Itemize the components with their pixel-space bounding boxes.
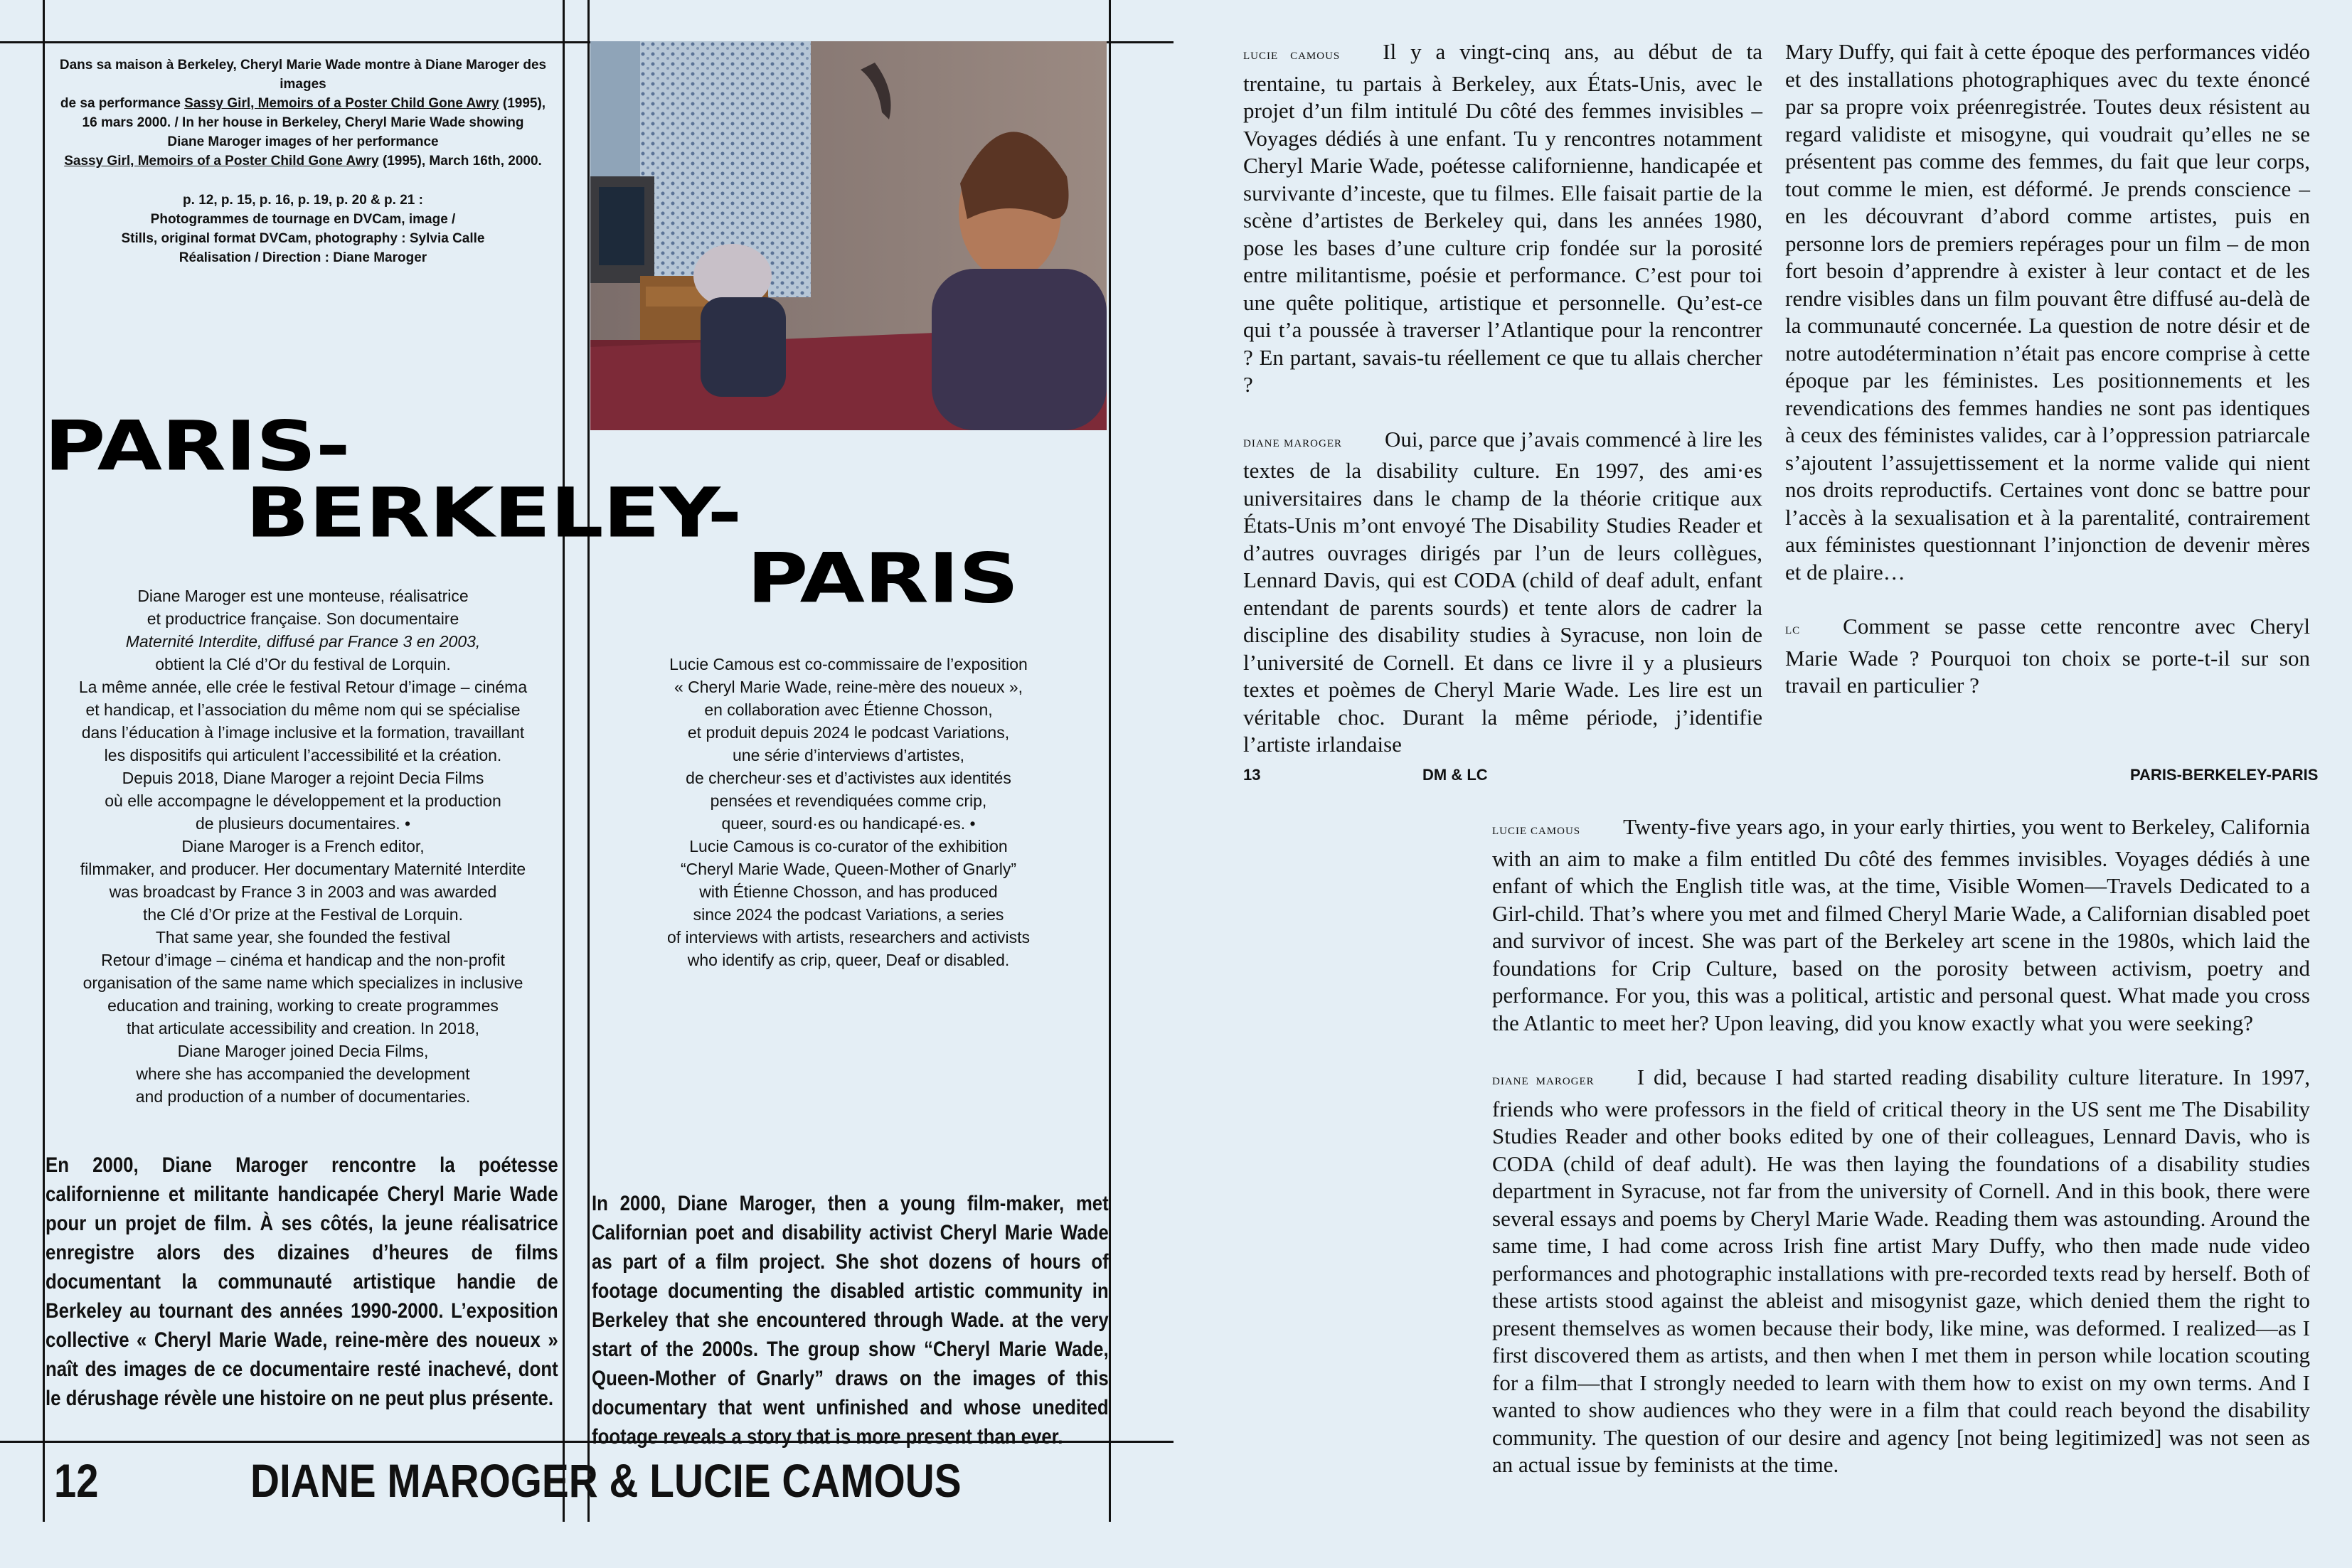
answer: DIANE MAROGER Oui, parce que j’avais commencé à lire les textes de la disability culture. En 1997, des ami·es universitaires dans le champ de la théorie critique aux États-Unis m’ont envoyé The Disability Studies Reader et d’autres ouvrages dirigés par l’un de leurs collègues, Lennard Davis, qui est CODA (child of deaf adult, enfant entendant de parents sourds) et tente alors de cadrer la discipline des disability studies à Syracuse, non loin de l’université de Cornell. Et dans ce livre il y a plusieurs textes et poèmes de Cheryl Marie Wade. Les lire est un véritable choc. Durant la même période, j’identifie l’artiste irlandaise xyxy=(1243,426,1762,757)
interview-fr-column-2 xyxy=(1785,38,2310,727)
page-number: 12 xyxy=(54,1454,99,1507)
running-head-title: PARIS-BERKELEY-PARIS xyxy=(2130,766,2319,784)
speaker-label: DIANE MAROGER xyxy=(1243,437,1343,449)
speaker-label: DIANE MAROGER xyxy=(1492,1076,1595,1087)
speaker-label: LUCIE CAMOUS xyxy=(1243,50,1341,62)
question: LUCIE CAMOUS Twenty-five years ago, in your early thirties, you went to Berkeley, California with an aim to make a film entitled Du côté des femmes invisibles. Voyages dédiés à une enfant of which the English title was, at the time, Visible Women—Travels Dedicated to a Girl-child. That’s where you met and filmed Cheryl Marie Wade, a Californian disabled poet and survivor of incest. She was part of the Berkeley art scene in the 1980s, which laid the foundations for Crip Culture, based on the porosity between activism, poetry and performance. For you, this was a political, artistic and personal quest. What made you cross the Atlantic to meet her? Upon leaving, did you know exactly what you were seeking? xyxy=(1492,814,2310,1035)
question: LUCIE CAMOUS Il y a vingt-cinq ans, au début de ta trentaine, tu partais à Berkeley, aux États-Unis, avec le projet d’un film intitulé Du côté des femmes invisibles – Voyages dédiés à une enfant. Tu y rencontres notamment Cheryl Marie Wade, poétesse californienne, handicapée et survivante d’inceste, que tu filmes. Elle faisait partie de la scène d’artistes de Berkeley qui, dans les années 1980, pose les bases d’une culture crip fondée sur la porosité entre militantisme, poésie et performance. C’est pour toi une quête politique, artistique et personnelle. Qu’est-ce qui t’a poussée à traverser l’Atlantique pour la rencontrer ? En partant, savais-tu réellement ce que tu allais chercher ? xyxy=(1243,39,1763,397)
question: LC Comment se passe cette rencontre avec Cheryl Marie Wade ? Pourquoi ton choix se porte-t-il sur son travail en particulier ? xyxy=(1785,614,2310,698)
photo-caption: Dans sa maison à Berkeley, Cheryl Marie Wade montre à Diane Maroger des images de sa performance Sassy Girl, Memoirs of a Poster Child Gone Awry (1995), 16 mars 2000. / In her house in Berkeley, Cheryl Marie Wade showing Diane Maroger images of her performance Sassy Girl, Memoirs of a Poster Child Gone Awry (1995), March 16th, 2000. p. 12, p. 15, p. 16, p. 19, p. 20 & p. 21 : Photogrammes de tournage en DVCam, image / Stills, original format DVCam, photography : Sylvia Calle Réalisation / Direction : Diane Maroger xyxy=(59,58,547,265)
article-title-line-1: PARIS- xyxy=(44,405,350,486)
grid-line xyxy=(43,0,45,1522)
interview-en-column xyxy=(1492,814,2310,1506)
speaker-label: LC xyxy=(1785,625,1801,636)
running-head-authors: DM & LC xyxy=(1422,766,1488,784)
article-title-line-2: BERKELEY- xyxy=(245,472,742,553)
grid-line xyxy=(587,0,590,1522)
bio-diane-maroger: Diane Maroger est une monteuse, réalisatrice et productrice française. Son documentaire Maternité Interdite, diffusé par France 3 en 2003, obtient la Clé d’Or du festival de Lorquin. La même année, elle crée le festival Retour d’image – cinéma et handicap, et l’association du même nom qui se spécialise dans l’éducation à l’image inclusive et la formation, travaillant les dispositifs qui articulent l’accessibilité et la création. Depuis 2018, Diane Maroger a rejoint Decia Films où elle accompagne le développement et la production de plusieurs documentaires. • Diane Maroger is a French editor, filmmaker, and producer. Her documentary Maternité Interdite was broadcast by France 3 in 2003 and was awarded the Clé d’Or prize at the Festival de Lorquin. That same year, she founded the festival Retour d’image – cinéma et handicap and the non-profit organisation of the same name which specializes in inclusive education and training, working to create programmes that articulate accessibility and creation. In 2018, Diane Maroger joined Decia Films, where she has accompanied the development and production of a number of documentaries. xyxy=(78,587,528,1106)
grid-line xyxy=(1109,0,1111,1522)
intro-french: En 2000, Diane Maroger rencontre la poétesse californienne et militante handicapée Cheryl Marie Wade pour un projet de film. À ses côtés, la jeune réalisatrice enregistre alors des dizaines d’heures de films documentant la communauté artistique handie de Berkeley au tournant des années 1990-2000. L’exposition collective « Cheryl Marie Wade, reine-mère des noueux » naît des images de ce documentaire resté inachevé, dont le dérushage révèle une histoire on ne peut plus présente. xyxy=(46,1153,558,1410)
article-title-line-3: PARIS xyxy=(747,538,1018,619)
work-title: Sassy Girl, Memoirs of a Poster Child Gone Awry xyxy=(64,154,379,169)
footer-title: DIANE MAROGER & LUCIE CAMOUS xyxy=(250,1454,962,1507)
work-title: Sassy Girl, Memoirs of a Poster Child Gone Awry xyxy=(184,96,499,111)
speaker-label: LUCIE CAMOUS xyxy=(1492,826,1581,837)
intro-english: In 2000, Diane Maroger, then a young film-maker, met Californian poet and disability activist Cheryl Marie Wade as part of a film project. She shot dozens of hours of footage documenting the disabled artistic community in Berkeley that she encountered through Wade. at the very start of the 2000s. The group show “Cheryl Marie Wade, Queen-Mother of Gnarly” draws on the images of this documentary that went unfinished and whose unedited footage reveals a story that is more present than ever. xyxy=(592,1192,1109,1449)
running-head-page: 13 xyxy=(1243,766,1261,784)
film-still-photo xyxy=(590,41,1107,430)
grid-line xyxy=(563,0,565,1522)
answer-continued: Mary Duffy, qui fait à cette époque des performances vidéo et des installations photographiques avec du texte énoncé par sa propre voix préenregistrée. Toutes deux résistent au regard validiste et misogyne, qui voudrait qu’elles ne se présentent pas comme des femmes, du fait que leur corps, tout comme le mien, est déformé. Je prends conscience – en les découvrant d’abord comme artistes, puis en personne lors de premiers repérages pour un film – de mon fort besoin d’apprendre à exister à leur contact et de les rendre visibles dans un film pouvant être diffusé au-delà de la communauté concernée. La question de notre désir et de notre autodétermination n’était pas encore comprise à cette époque par les féministes. Les positionnements et les revendications des femmes handies ne sont pas identiques à ceux des féministes valides, car à l’oppression patriarcale s’ajoutent l’assujettissement et la norme valide qui nient nos droits reproductifs. Certaines vont donc se battre pour l’accès à la sexualisation et à la parentalité, contrairement aux féministes questionnant l’injonction de devenir mères et de plaire… xyxy=(1785,39,2310,585)
bio-lucie-camous: Lucie Camous est co-commissaire de l’exposition « Cheryl Marie Wade, reine-mère des noueux », en collaboration avec Étienne Chosson, et produit depuis 2024 le podcast Variations, une série d’interviews d’artistes, de chercheur·ses et d’activistes aux identités pensées et revendiquées comme crip, queer, sourd·es ou handicapé·es. • Lucie Camous is co-curator of the exhibition “Cheryl Marie Wade, Queen-Mother of Gnarly” with Étienne Chosson, and has produced since 2024 the podcast Variations, a series of interviews with artists, researchers and activists who identify as crip, queer, Deaf or disabled. xyxy=(666,655,1030,969)
answer: DIANE MAROGER I did, because I had started reading disability culture literature. In 1997, friends who were professors in the field of critical theory in the US sent me The Disability Studies Reader and other books edited by one of their colleagues, Lennard Davis, who is CODA (child of deaf adult). He was then laying the foundations of a disability studies department in Syracuse, not far from the university of Cornell. And in this book, there were several essays and poems by Cheryl Marie Wade. Reading them was astounding. Around the same time, I had come across Irish fine artist Mary Duffy, who then made nude video performances and photographic installations with pre-recorded texts read by herself. Both of these artists stood against the ableist and misogynist gaze, which denied them the right to present themselves as women because their body, like mine, was deformed. I realized—as I first discovered them as artists, and then when I met them in person while location scouting for a film—that I strongly needed to learn with them how to exist on my own terms. And I wanted to show audiences who they were in a film that could reach beyond the disability community. The question of our desire and agency [not being legitimized] was not seen as an actual issue by feminists at the time. xyxy=(1492,1065,2310,1477)
interview-fr-column-1 xyxy=(1243,38,1762,786)
